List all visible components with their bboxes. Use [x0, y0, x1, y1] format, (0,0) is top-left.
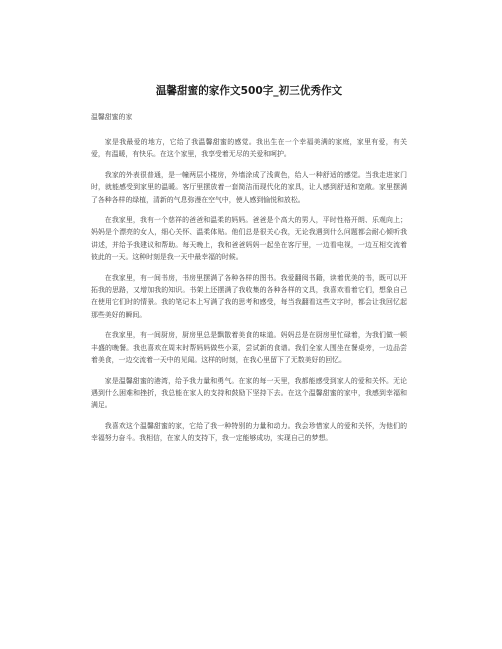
paragraph-2: 我家的外表很普通，是一幢两层小楼房，外墙涂成了浅黄色，给人一种舒适的感觉。当我走进家门时，就能感受到家里的温暖。客厅里摆放着一套简洁而现代化的家具，让人感到舒适和宽敞。家里摆满了各种各样的绿植，清新的气息弥漫在空气中，使人感到愉悦和放松。 — [91, 170, 407, 204]
document-title: 温馨甜蜜的家作文500字_初三优秀作文 — [155, 85, 343, 97]
paragraph-1: 家是我最爱的地方，它给了我温馨甜蜜的感觉。我出生在一个幸福美满的家庭，家里有爱，有关爱，有温暖，有快乐。在这个家里，我享受着无尽的关爱和呵护。 — [91, 138, 407, 159]
paragraph-6: 家是温馨甜蜜的港湾，给予我力量和勇气。在家的每一天里，我都能感受到家人的爱和关怀。无论遇到什么困难和挫折，我总能在家人的支持和鼓励下坚持下去。在这个温馨甜蜜的家中，我感到幸福和满足。 — [91, 376, 407, 410]
paragraph-5: 在我家里，有一间厨房，厨房里总是飘散着美食的味道。妈妈总是在厨房里忙碌着，为我们做一顿丰盛的晚餐。我也喜欢在周末时帮妈妈做些小菜，尝试新的食谱。我们全家人围坐在餐桌旁，一边品尝着美食，一边交流着一天中的见闻。这样的时刻，在我心里留下了无数美好的回忆。 — [91, 331, 407, 365]
paragraph-4: 在我家里，有一间书房，书房里摆满了各种各样的图书。我爱翻阅书籍，读着优美的书，既可以开拓我的思路，又增加我的知识。书架上还摆满了我收集的各种各样的文具，我喜欢看着它们，想象自己在使用它们时的情景。我的笔记本上写满了我的思考和感受，每当我翻看这些文字时，都会让我回忆起那些美好的瞬间。 — [91, 273, 407, 319]
paragraph-7: 我喜欢这个温馨甜蜜的家，它给了我一种特别的力量和动力。我会珍惜家人的爱和关怀，为他们的幸福努力奋斗。我相信，在家人的支持下，我一定能够成功，实现自己的梦想。 — [91, 421, 407, 443]
paragraph-3: 在我家里，我有一个慈祥的爸爸和温柔的妈妈。爸爸是个高大的男人，平时性格开朗、乐观向上；妈妈是个漂亮的女人，细心关怀、温柔体贴。他们总是很关心我，无论我遇到什么问题都会耐心倾听我讲述，并给予我建议和帮助。每天晚上，我和爸爸妈妈一起坐在客厅里，一边看电视，一边互相交流着彼此的一天。这种时刻是我一天中最幸福的时候。 — [91, 216, 407, 262]
essay-subtitle: 温馨甜蜜的家 — [91, 113, 133, 121]
